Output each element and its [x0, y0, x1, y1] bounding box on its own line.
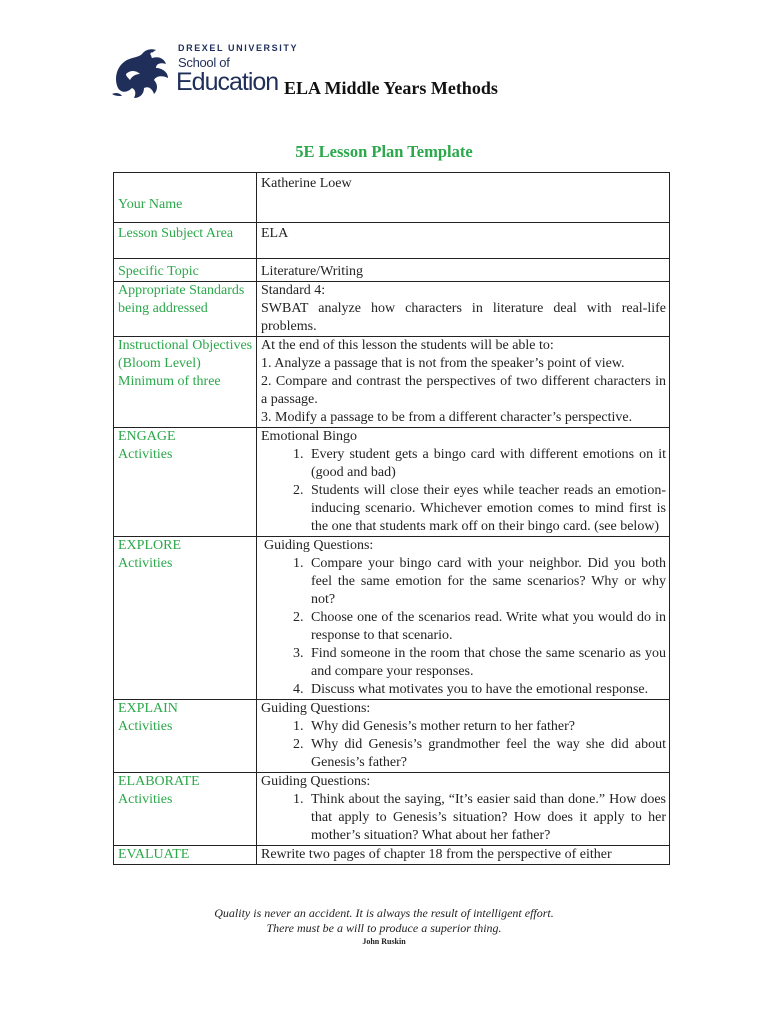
value-specific-topic: Literature/Writing — [257, 259, 670, 282]
value-standards — [257, 282, 670, 337]
quote-author: John Ruskin — [362, 937, 406, 946]
label-subject-area: Lesson Subject Area — [114, 223, 257, 259]
standard-number: Standard 4: — [261, 283, 326, 298]
value-objectives — [257, 337, 670, 428]
objective-item: 1. Analyze a passage that is not from the speaker’s point of view. — [261, 356, 625, 371]
explore-list — [261, 555, 666, 699]
row-subject-area — [114, 223, 670, 259]
drexel-dragon-logo-icon — [110, 44, 176, 100]
row-explain — [114, 700, 670, 773]
elaborate-list — [261, 791, 666, 845]
logo-school-text: School of — [178, 55, 230, 70]
value-subject-area: ELA — [257, 223, 670, 259]
row-your-name — [114, 173, 670, 223]
label-your-name: Your Name — [114, 173, 257, 223]
document-title: 5E Lesson Plan Template — [295, 142, 473, 161]
explain-list — [261, 718, 666, 772]
value-explore — [257, 537, 670, 700]
label-specific-topic: Specific Topic — [114, 259, 257, 282]
value-your-name: Katherine Loew — [257, 173, 670, 223]
logo-university-text: DREXEL UNIVERSITY — [178, 43, 299, 53]
label-explain: EXPLAIN Activities — [114, 700, 257, 773]
list-item: 4. Discuss what motivates you to have the emotional response. — [307, 681, 666, 699]
objective-item: 3. Modify a passage to be from a different character’s perspective. — [261, 410, 633, 425]
row-specific-topic — [114, 259, 670, 282]
label-elaborate: ELABORATE Activities — [114, 773, 257, 846]
quote-line: Quality is never an accident. It is always the result of intelligent effort. — [214, 906, 554, 920]
row-standards — [114, 282, 670, 337]
row-evaluate — [114, 846, 670, 865]
list-item: 2. Choose one of the scenarios read. Write what you would do in response to that scenario. — [307, 609, 666, 645]
standard-text: SWBAT analyze how characters in literature deal with real-life problems. — [261, 301, 666, 334]
logo-education-text: Education — [176, 68, 279, 96]
list-item: 2. Why did Genesis’s grandmother feel the way she did about Genesis’s father? — [307, 736, 666, 772]
value-elaborate — [257, 773, 670, 846]
page-header — [110, 40, 670, 110]
objective-item: 2. Compare and contrast the perspectives of two different characters in a passage. — [261, 374, 666, 407]
row-engage — [114, 428, 670, 537]
list-item: 3. Find someone in the room that chose the same scenario as you and compare your responses. — [307, 645, 666, 681]
engage-heading: Emotional Bingo — [261, 429, 358, 444]
value-explain — [257, 700, 670, 773]
value-engage — [257, 428, 670, 537]
label-objectives: Instructional Objectives (Bloom Level) Minimum of three — [114, 337, 257, 428]
page-footer-quote — [0, 906, 768, 948]
row-objectives — [114, 337, 670, 428]
list-item: 1. Compare your bingo card with your neighbor. Did you both feel the same emotion for the same scenarios? Why or why not? — [307, 555, 666, 609]
label-evaluate: EVALUATE — [114, 846, 257, 865]
row-elaborate — [114, 773, 670, 846]
row-explore — [114, 537, 670, 700]
quote-line: There must be a will to produce a superior thing. — [266, 921, 502, 935]
list-item: 1. Think about the saying, “It’s easier said than done.” How does that apply to Genesis’s situation? How does it apply to her mother’s situation? What about her father? — [307, 791, 666, 845]
list-item: 2. Students will close their eyes while teacher reads an emotion-inducing scenario. Whichever emotion comes to mind first is the one that students mark off on their bingo card. (see below) — [307, 482, 666, 536]
engage-list — [261, 446, 666, 536]
explain-heading: Guiding Questions: — [261, 701, 371, 716]
elaborate-heading: Guiding Questions: — [261, 774, 371, 789]
value-evaluate: Rewrite two pages of chapter 18 from the perspective of either — [257, 846, 670, 865]
label-explore: EXPLORE Activities — [114, 537, 257, 700]
list-item: 1. Why did Genesis’s mother return to her father? — [307, 718, 666, 736]
course-title: ELA Middle Years Methods — [284, 78, 498, 98]
objectives-intro: At the end of this lesson the students will be able to: — [261, 338, 554, 353]
explore-heading: Guiding Questions: — [264, 538, 374, 553]
label-standards: Appropriate Standards being addressed — [114, 282, 257, 337]
lesson-plan-table — [113, 172, 670, 865]
label-engage: ENGAGE Activities — [114, 428, 257, 537]
list-item: 1. Every student gets a bingo card with different emotions on it (good and bad) — [307, 446, 666, 482]
